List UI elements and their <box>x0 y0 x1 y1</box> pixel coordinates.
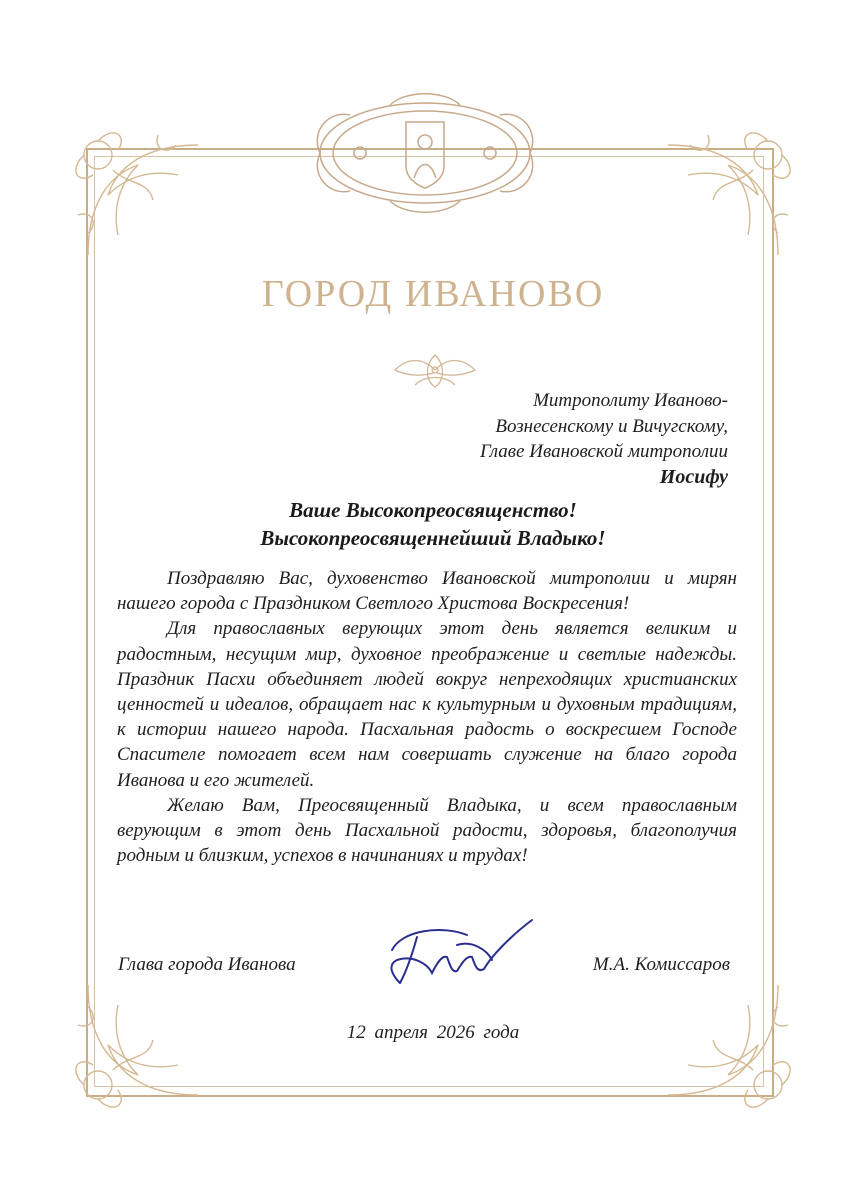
addressee-line-3: Главе Ивановской митрополии <box>479 441 728 462</box>
addressee-line-1: Митрополиту Иваново- <box>533 390 728 411</box>
signer-position: Глава города Иванова <box>118 954 296 975</box>
salutation-line-2: Высокопреосвященнейший Владыко! <box>260 526 606 550</box>
city-coat-of-arms-icon <box>310 90 540 216</box>
body-paragraph-1: Поздравляю Вас, духовенство Ивановской митрополии и мирян нашего города с Праздником Светлого Христова Воскресения! <box>117 568 737 615</box>
handwritten-signature-icon <box>372 905 552 995</box>
corner-ornament-top-right-icon <box>658 115 808 265</box>
body-paragraph-3: Желаю Вам, Преосвященный Владыка, и всем православным верующим в этот день Пасхальной радости, здоровья, благополучия родным и близким, успехов в начинаниях и трудах! <box>117 794 737 867</box>
corner-ornament-bottom-left-icon <box>58 975 208 1125</box>
flourish-divider-icon <box>385 345 485 395</box>
signer-name: М.А. Комиссаров <box>592 954 730 975</box>
addressee-line-2: Вознесенскому и Вичугскому, <box>495 415 728 437</box>
addressee-name: Иосифу <box>659 465 728 488</box>
corner-ornament-bottom-right-icon <box>658 975 808 1125</box>
addressee-block <box>480 388 728 490</box>
salutation-line-1: Ваше Высокопреосвященство! <box>289 498 577 522</box>
letter-date: 12 апреля 2026 года <box>346 1022 520 1043</box>
body-paragraph-2: Для православных верующих этот день является великим и радостным, несущим мир, духовное преображение и светлые надежды. Праздник Пасхи объединяет людей вокруг непреходящих христианских ценностей и идеалов, обращает нас к культурным и духовным традициям, к истории нашего народа. Пасхальная радость о воскресшем Господе Спасителе помогает всем нам совершать служение на благо города Иванова и его жителей. <box>117 618 737 791</box>
corner-ornament-top-left-icon <box>58 115 208 265</box>
letter-body <box>117 566 737 868</box>
city-title: ГОРОД ИВАНОВО <box>261 273 605 315</box>
salutation <box>0 496 866 552</box>
